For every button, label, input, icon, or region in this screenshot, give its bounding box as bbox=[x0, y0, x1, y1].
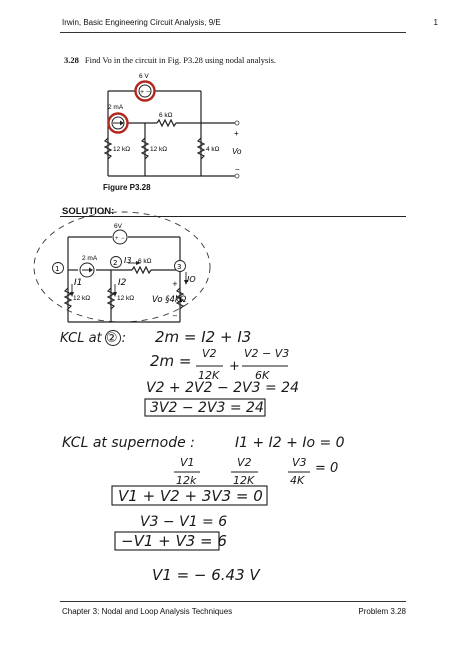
kcl-supernode-label: KCL at supernode : bbox=[62, 435, 195, 451]
svg-text:−: − bbox=[146, 89, 151, 96]
frac-a-den: 12k bbox=[176, 474, 197, 487]
sol-r-mid-label: 12 kΩ bbox=[117, 295, 135, 302]
fig-r-mid-label: 12 kΩ bbox=[150, 146, 168, 153]
sol-io-label: IO bbox=[187, 275, 196, 284]
problem-text: Find Vo in the circuit in Fig. P3.28 using nodal analysis. bbox=[84, 55, 277, 65]
kcl-node2-plus: + bbox=[229, 359, 240, 374]
frac-c-den: 4K bbox=[290, 474, 305, 487]
eq-v1-v3-boxed: −V1 + V3 = 6 bbox=[121, 532, 227, 550]
kcl-node2-eq2-lhs: 2m = bbox=[150, 352, 192, 370]
sol-node-1: 1 bbox=[55, 265, 60, 273]
eq-v2-v3-boxed: 3V2 − 2V3 = 24 bbox=[150, 400, 264, 416]
kcl-node2-label: KCL at ② : bbox=[60, 331, 126, 346]
fig-current-source-label: 2 mA bbox=[108, 104, 124, 111]
fig-r-top-label: 6 kΩ bbox=[159, 112, 173, 119]
kcl-node2-eq1: 2m = I2 + I3 bbox=[155, 328, 252, 346]
frac-eq-zero: = 0 bbox=[315, 461, 339, 476]
eq-v2-expanded: V2 + 2V2 − 2V3 = 24 bbox=[146, 380, 299, 396]
fig-plus-label: + bbox=[234, 129, 239, 138]
fig-r-left-label: 12 kΩ bbox=[113, 146, 131, 153]
footer-rule bbox=[60, 601, 406, 602]
sol-i2-label: I2 bbox=[118, 278, 127, 288]
kcl-node2-frac2-num: V2 − V3 bbox=[244, 347, 290, 360]
sol-current-source-label: 2 mA bbox=[82, 255, 98, 262]
fig-minus-label: − bbox=[235, 165, 240, 174]
svg-text:+: + bbox=[140, 89, 145, 96]
eq-supernode-boxed: V1 + V2 + 3V3 = 0 bbox=[118, 487, 263, 505]
kcl-node2-frac1-den: 12K bbox=[198, 369, 220, 382]
fig-vo-label: Vo bbox=[232, 147, 242, 156]
sol-r-left-label: 12 kΩ bbox=[73, 295, 91, 302]
svg-text:−: − bbox=[121, 236, 125, 242]
sol-r-top-label: 6 kΩ bbox=[138, 258, 152, 265]
figure-caption: Figure P3.28 bbox=[103, 183, 151, 192]
solution-label: SOLUTION: bbox=[62, 206, 115, 217]
sol-node-2: 2 bbox=[113, 259, 118, 267]
problem-number: 3.28 bbox=[64, 55, 79, 65]
footer-problem: Problem 3.28 bbox=[358, 607, 406, 616]
sol-i3-label: I3 bbox=[124, 256, 132, 265]
eq-v1-result: V1 = − 6.43 V bbox=[152, 566, 260, 584]
kcl-node2-frac2-den: 6K bbox=[255, 369, 270, 382]
eq-v3-minus-v1: V3 − V1 = 6 bbox=[140, 514, 228, 530]
sol-node-3: 3 bbox=[177, 263, 182, 271]
kcl-supernode-eq: I1 + I2 + Io = 0 bbox=[235, 435, 345, 451]
frac-a-num: V1 bbox=[180, 456, 195, 469]
fig-voltage-source-label: 6 V bbox=[139, 73, 149, 80]
fig-r-right-label: 4 kΩ bbox=[206, 146, 220, 153]
footer-chapter: Chapter 3: Nodal and Loop Analysis Techniques bbox=[62, 607, 233, 616]
sol-i1-label: I1 bbox=[74, 278, 83, 288]
frac-b-den: 12K bbox=[233, 474, 255, 487]
header-book-title: Irwin, Basic Engineering Circuit Analysis, 9/E bbox=[62, 18, 221, 27]
kcl-node2-frac1-num: V2 bbox=[202, 347, 217, 360]
sol-minus-label: − bbox=[172, 312, 178, 320]
sol-plus-label: + bbox=[172, 280, 178, 288]
sol-voltage-source-label: 6V bbox=[114, 223, 122, 230]
frac-c-num: V3 bbox=[292, 456, 307, 469]
sol-vo-res-label: Vo §4kΩ bbox=[152, 295, 187, 305]
svg-text:+: + bbox=[115, 236, 119, 242]
frac-b-num: V2 bbox=[237, 456, 252, 469]
header-page-number: 1 bbox=[433, 18, 438, 27]
